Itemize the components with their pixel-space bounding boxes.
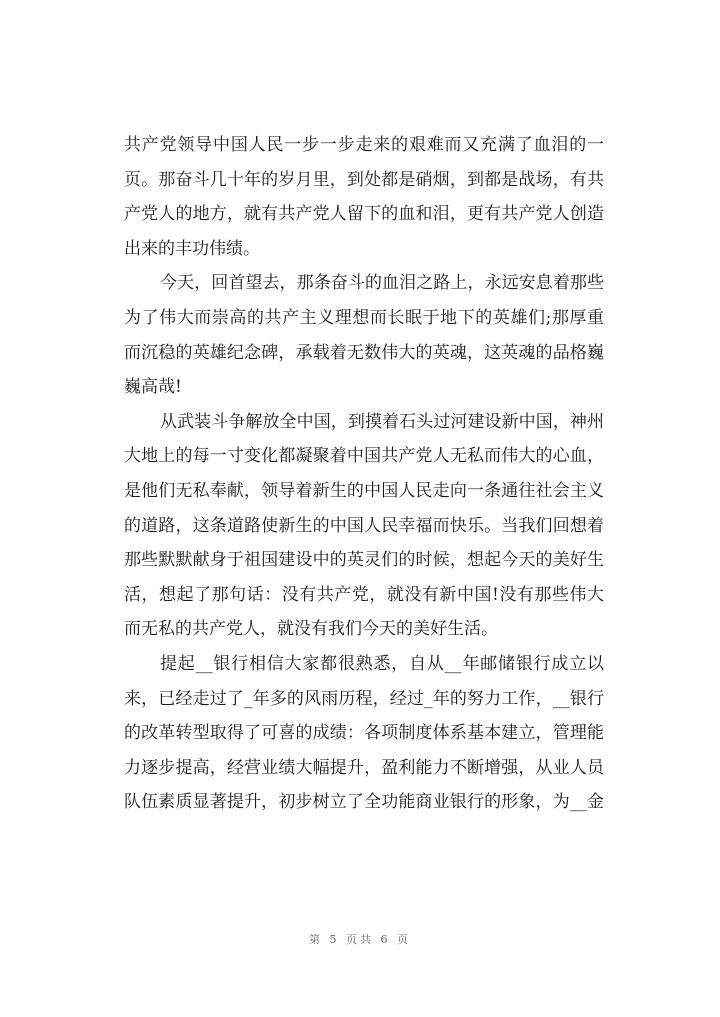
text-line: 出来的丰功伟绩。 xyxy=(124,238,260,259)
text-line: 巍高哉! xyxy=(124,377,182,398)
text-line: 活，想起了那句话：没有共产党，就没有新中国!没有那些伟大 xyxy=(124,584,604,605)
text-line: 为了伟大而崇高的共产主义理想而长眠于地下的英雄们;那厚重 xyxy=(124,307,604,328)
text-line: 提起__银行相信大家都很熟悉，自从__年邮储银行成立以 xyxy=(160,653,604,674)
page-footer: 第 5 页共 6 页 xyxy=(309,933,411,946)
text-line: 从武装斗争解放全中国，到摸着石头过河建设新中国，神州 xyxy=(160,411,604,432)
text-line: 大地上的每一寸变化都凝聚着中国共产党人无私而伟大的心血， xyxy=(124,446,604,467)
text-line: 今天，回首望去，那条奋斗的血泪之路上，永远安息着那些 xyxy=(160,273,604,294)
text-line: 而无私的共产党人，就没有我们今天的美好生活。 xyxy=(124,619,498,640)
text-line: 队伍素质显著提升，初步树立了全功能商业银行的形象，为__金 xyxy=(124,792,604,813)
text-line: 而沉稳的英雄纪念碑，承载着无数伟大的英魂，这英魂的品格巍 xyxy=(124,342,604,363)
text-line: 页。那奋斗几十年的岁月里，到处都是硝烟，到都是战场，有共 xyxy=(124,169,604,190)
text-line: 的改革转型取得了可喜的成绩：各项制度体系基本建立，管理能 xyxy=(124,723,604,744)
text-line: 产党人的地方，就有共产党人留下的血和泪，更有共产党人创造 xyxy=(124,204,604,225)
text-line: 的道路，这条道路使新生的中国人民幸福而快乐。当我们回想着 xyxy=(124,515,604,536)
text-line: 共产党领导中国人民一步一步走来的艰难而又充满了血泪的一 xyxy=(124,135,604,155)
text-line: 力逐步提高，经营业绩大幅提升，盈利能力不断增强，从业人员 xyxy=(124,757,604,778)
text-line: 那些默默献身于祖国建设中的英灵们的时候，想起今天的美好生 xyxy=(124,550,604,571)
text-line: 来，已经走过了_年多的风雨历程，经过_年的努力工作，__银行 xyxy=(124,688,604,709)
text-line: 是他们无私奉献，领导着新生的中国人民走向一条通往社会主义 xyxy=(124,480,604,501)
body-text xyxy=(124,128,604,820)
